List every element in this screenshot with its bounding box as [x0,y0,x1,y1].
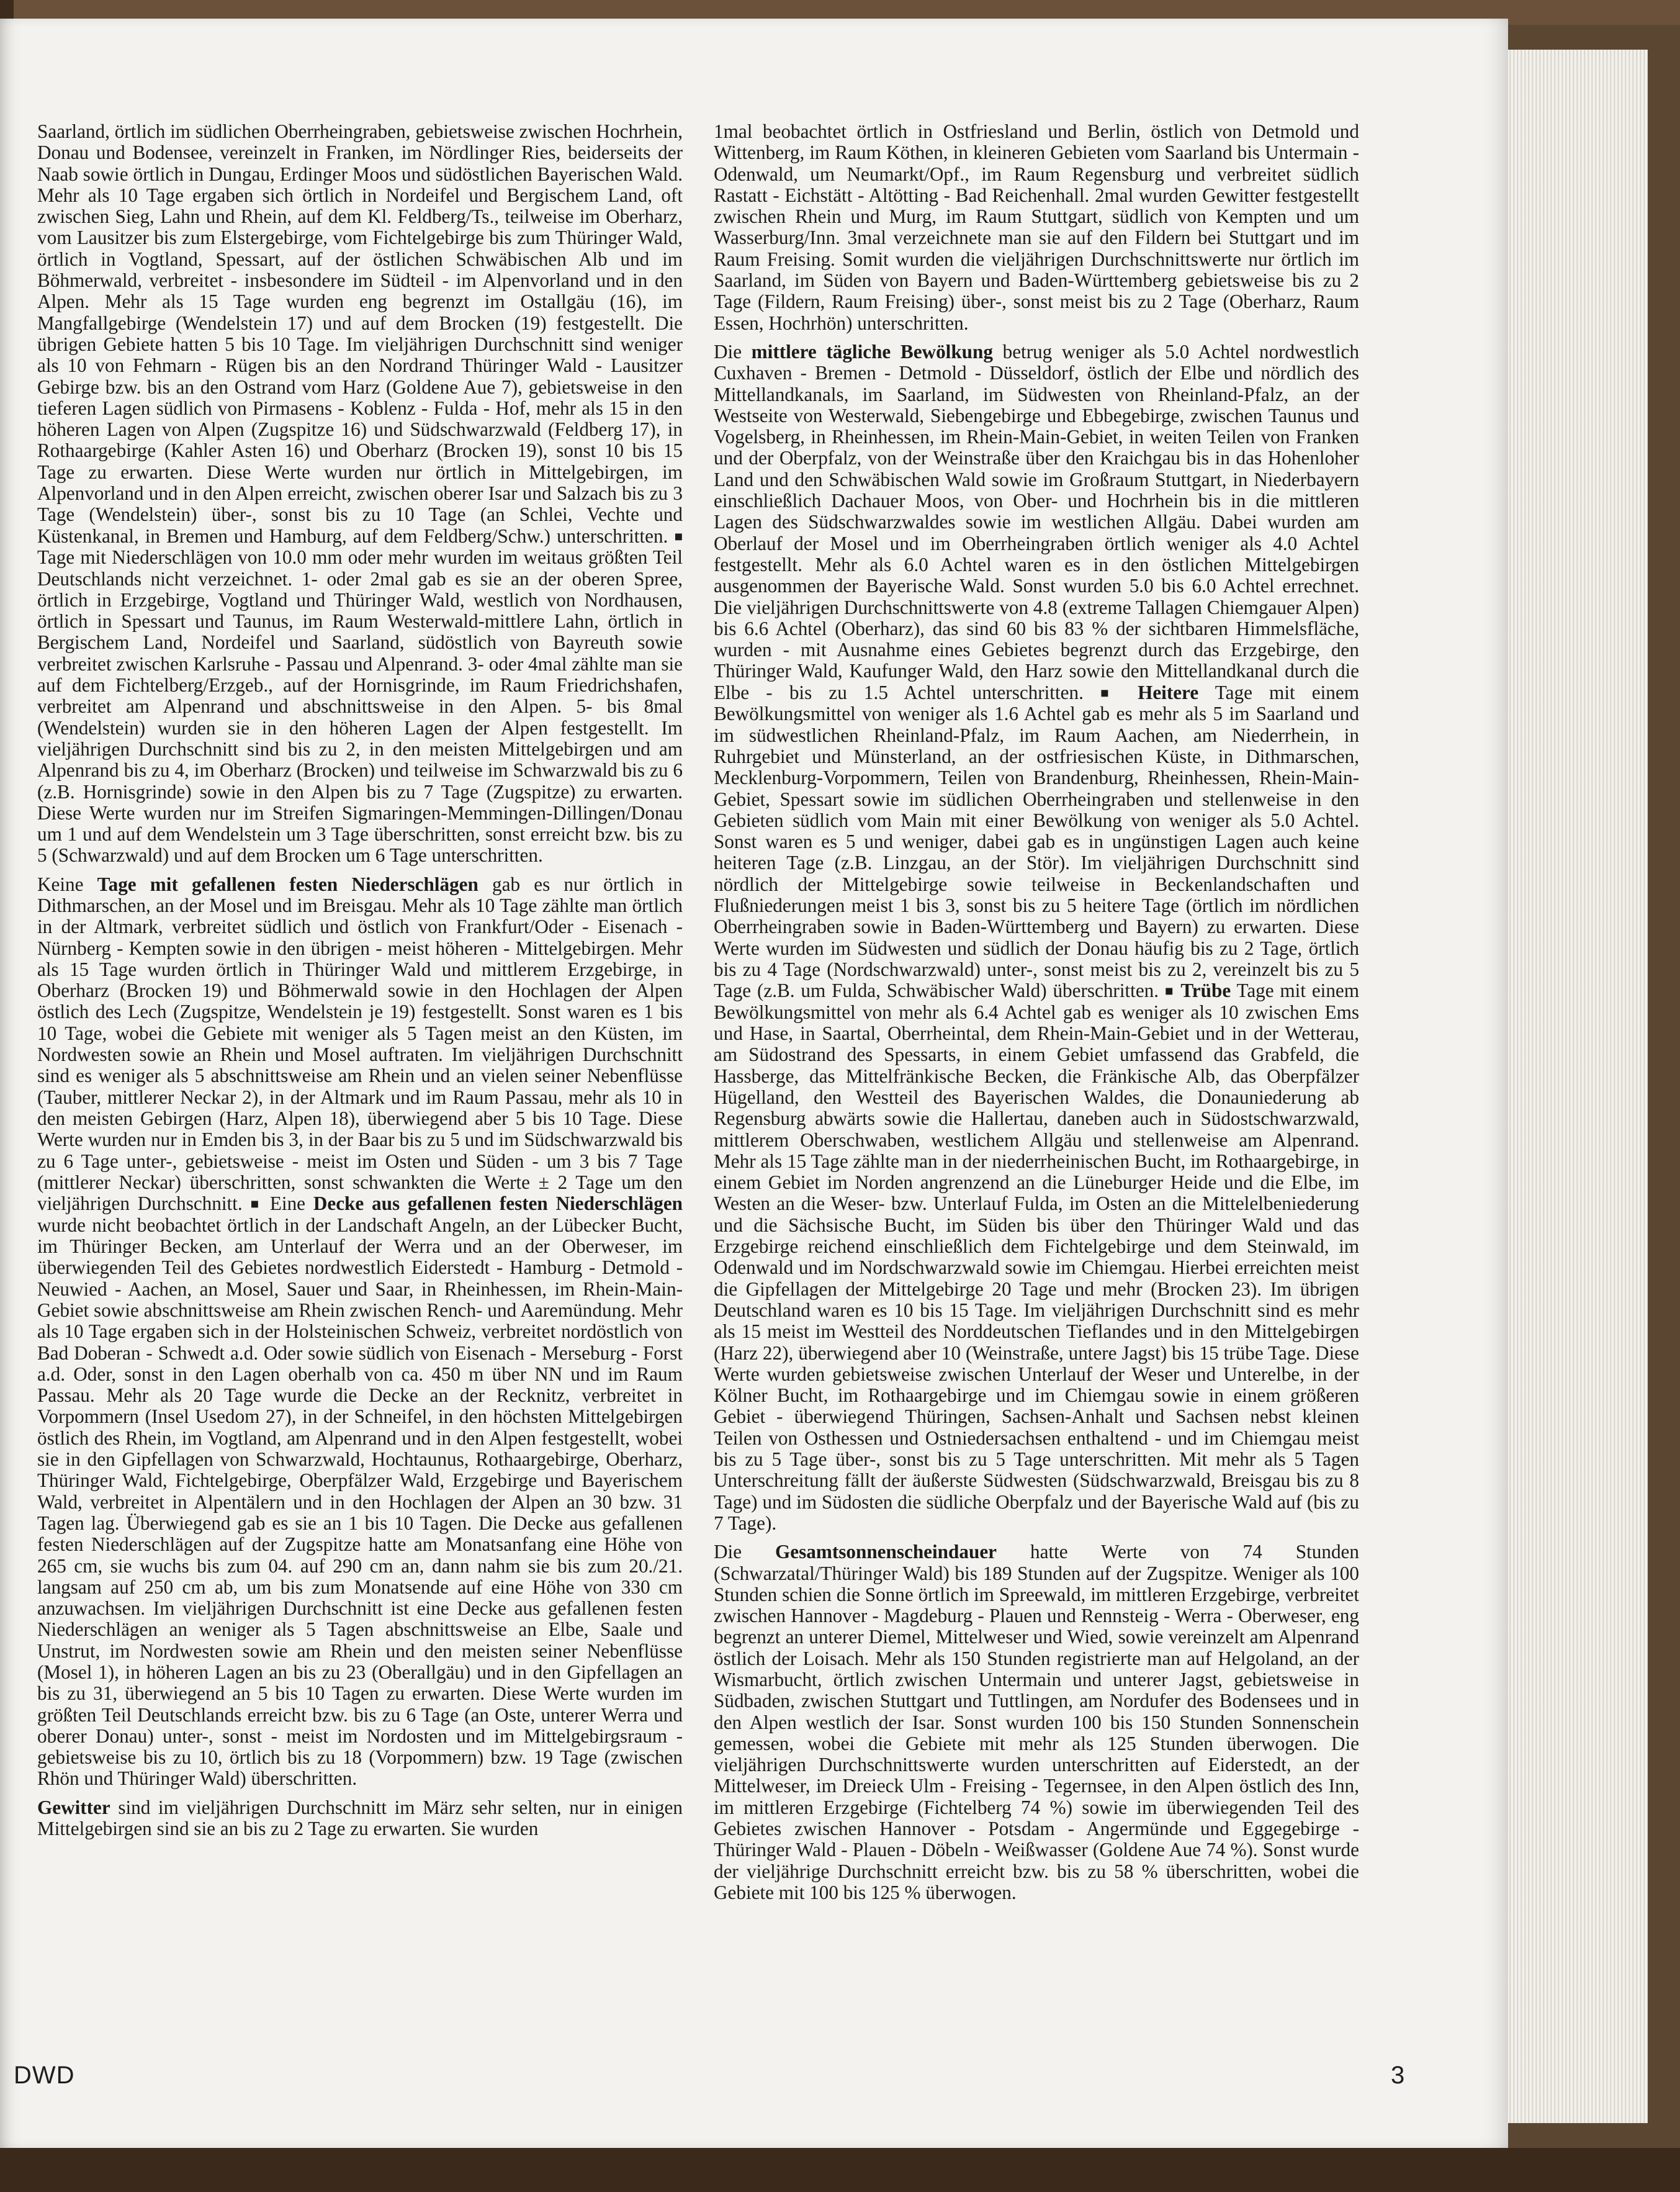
paragraph: Die Gesamtsonnenscheindauer hatte Werte von 74 Stunden (Schwarzatal/Thüringer Wald) bis 189 Stunden auf der Zugspitze. Weniger als 100 Stunden schien die Sonne örtlich im Spreewald, im mittleren Erzgebirge, verbreitet zwischen Hannover - Magdeburg - Plauen und Rennsteig - Werra - Oberweser, eng begrenzt an unterer Diemel, Mittelweser und Wied, sowie vereinzelt am Alpenrand östlich der Loisach. Mehr als 150 Stunden registrierte man auf Helgoland, an der Wismarbucht, örtlich zwischen Untermain und unterer Jagst, gebietsweise in Südbaden, zwischen Stuttgart und Tuttlingen, am Nordufer des Bodensees und in den Alpen westlich der Isar. Sonst wurden 100 bis 150 Stunden Sonnenschein gemessen, wobei die Gebiete mit mehr als 125 Stunden überwogen. Die vieljährigen Durchschnittswerte wurden unterschritten auf Eiderstedt, an der Mittelweser, im Dreieck Ulm - Freising - Tegernsee, in den Alpen östlich des Inn, im mittleren Erzgebirge (Fichtelberg 74 %) sowie im überwiegenden Teil des Gebietes zwischen Hannover - Potsdam - Angermünde und Eggegebirge - Thüringer Wald - Plauen - Döbeln - Weißwasser (Goldene Aue 74 %). Sonst wurde der vieljährige Durchschnitt erreicht bzw. bis zu 58 % überschritten, wobei die Gebiete mit 100 bis 125 % überwogen. [714,1541,1359,1903]
section-keyword: Gewitter [37,1796,110,1818]
section-keyword: Decke aus gefallenen festen Niederschlägen [313,1193,683,1215]
square-bullet-icon: ■ [250,1196,263,1212]
paragraph: Gewitter sind im vieljährigen Durchschnitt im März sehr selten, nur in einigen Mittelgebirgen sind sie an bis zu 2 Tage zu erwarten. Sie wurden [37,1796,683,1840]
paragraph: 1mal beobachtet örtlich in Ostfriesland und Berlin, östlich von Detmold und Wittenberg, im Raum Köthen, in kleineren Gebieten vom Saarland bis Untermain - Odenwald, um Neumarkt/Opf., im Raum Regensburg und verbreitet südlich Rastatt - Eichstätt - Altötting - Bad Reichenhall. 2mal wurden Gewitter festgestellt zwischen Rhein und Murg, im Raum Stuttgart, südlich von Kempten und um Wasserburg/Inn. 3mal verzeichnete man sie auf den Fildern bei Stuttgart und im Raum Freising. Somit wurden die vieljährigen Durchschnittswerte nur örtlich im Saarland, im Süden von Bayern und Baden-Württemberg gebietsweise bis zu 2 Tage (Fildern, Raum Freising) über-, sonst meist bis zu 2 Tage (Oberharz, Raum Essen, Hochrhön) unterschritten. [714,120,1359,334]
section-keyword: Tage mit gefallenen festen Niederschlägen [97,873,478,895]
page-number: 3 [1391,2062,1405,2089]
document-page [0,19,1508,2148]
section-keyword: Trübe [1180,980,1231,1002]
publisher-label: DWD [14,2062,75,2089]
square-bullet-icon: ■ [1164,983,1175,999]
page-edges [1493,50,1648,2123]
section-keyword: Gesamtsonnenscheindauer [775,1541,997,1563]
paragraph: Die mittlere tägliche Bewölkung betrug weniger als 5.0 Achtel nordwestlich Cuxhaven - Bremen - Detmold - Düsseldorf, östlich der Elbe und nördlich des Mittellandkanals, im Saarland, im Südwesten von Rheinland-Pfalz, an der Westseite von Westerwald, Siebengebirge und Ebbegebirge, zwischen Taunus und Vogelsberg, in Rheinhessen, im Rhein-Main-Gebiet, in weiten Teilen von Franken und der Oberpfalz, von der Weinstraße über den Kraichgau bis in das Hohenloher Land und den Schwäbischen Wald sowie im Großraum Stuttgart, in Niederbayern einschließlich Dachauer Moos, von Ober- und Hochrhein bis in die mittleren Lagen des Südschwarzwaldes sowie im westlichen Allgäu. Dabei wurden am Oberlauf der Mosel und im Oberrheingraben örtlich weniger als 4.0 Achtel festgestellt. Mehr als 6.0 Achtel waren es in den östlichen Mittelgebirgen ausgenommen der Bayerische Wald. Sonst wurden 5.0 bis 6.0 Achtel errechnet. Die vieljährigen Durchschnittswerte von 4.8 (extreme Tallagen Chiemgauer Alpen) bis 6.6 Achtel (Oberharz), das sind 60 bis 83 % der sichtbaren Himmelsfläche, wurden - mit Ausnahme eines Gebietes begrenzt durch das Erzgebirge, den Thüringer Wald, Kaufunger Wald, den Harz sowie den Mittellandkanal durch die Elbe - bis zu 1.5 Achtel unterschritten. ■ Heitere Tage mit einem Bewölkungsmittel von weniger als 1.6 Achtel gab es mehr als 5 im Saarland und im südwestlichen Rheinland-Pfalz, im Raum Aachen, am Niederrhein, in Ruhrgebiet und Münsterland, an der ostfriesischen Küste, in Dithmarschen, Mecklenburg-Vorpommern, Teilen von Brandenburg, Rheinhessen, Rhein-Main-Gebiet, Spessart sowie im südlichen Oberrheingraben und stellenweise in den Gebieten südlich vom Main mit einer Bewölkung von weniger als 5.0 Achtel. Sonst waren es 5 und weniger, dabei gab es in ungünstigen Lagen auch keine heiteren Tage (z.B. Linzgau, an der Stör). Im vieljährigen Durchschnitt sind nördlich der Mittelgebirge sowie teilweise in Beckenlandschaften und Flußniederungen meist 1 bis 3, sonst bis zu 5 heitere Tage (örtlich im nördlichen Oberrheingraben sowie in Baden-Württemberg und Bayern) zu erwarten. Diese Werte wurden im Südwesten und südlich der Donau häufig bis zu 2 Tage, örtlich bis zu 4 Tage (Nordschwarzwald) unter-, sonst meist bis zu 2, vereinzelt bis zu 5 Tage (z.B. um Fulda, Schwäbischer Wald) überschritten. ■ Trübe Tage mit einem Bewölkungsmittel von mehr als 6.4 Achtel gab es weniger als 10 zwischen Ems und Hase, in Saartal, Oberrheintal, dem Rhein-Main-Gebiet und in der Wetterau, am Südostrand des Spessarts, in einem Gebiet umfassend das Grabfeld, die Hassberge, das Mittelfränkische Becken, die Fränkische Alb, das Oberpfälzer Hügelland, den Westteil des Bayerischen Waldes, die Donauniederung ab Regensburg abwärts sowie die Hallertau, daneben auch in Südostschwarzwald, mittlerem Oberschwaben, westlichem Allgäu und stellenweise am Alpenrand. Mehr als 15 Tage zählte man in der niederrheinischen Bucht, im Rothaargebirge, in einem Gebiet im Norden angrenzend an die Lüneburger Heide und die Elbe, im Westen an die Weser- bzw. Unterlauf Fulda, im Osten an die Mittelelbeniederung und die Sächsische Bucht, im Süden bis über den Thüringer Wald und das Erzgebirge reichend einschließlich dem Fichtelgebirge und dem Steinwald, im Odenwald und im Nordschwarzwald sowie im Chiemgau. Hierbei erreichten meist die Gipfellagen der Mittelgebirge 20 Tage und mehr (Brocken 23). Im übrigen Deutschland waren es 10 bis 15 Tage. Im vieljährigen Durchschnitt sind es mehr als 15 meist im Westteil des Norddeutschen Tieflandes und in den Mittelgebirgen (Harz 22), überwiegend aber 10 (Weinstraße, untere Jagst) bis 15 trübe Tage. Diese Werte wurden gebietsweise zwischen Unterlauf der Weser und Unterelbe, in der Kölner Bucht, im Rothaargebirge und im Chiemgau sowie in einem größeren Gebiet - überwiegend Thüringen, Sachsen-Anhalt und Sachsen nebst kleinen Teilen von Osthessen und Ostniedersachsen enthaltend - und im Chiemgau meist bis zu 5 Tage über-, sonst bis zu 5 Tage unterschritten. Mit mehr als 5 Tagen Unterschreitung fällt der äußerste Südwesten (Südschwarzwald, Breisgau bis zu 8 Tage) und im Südosten die südliche Oberpfalz und der Bayerische Wald auf (bis zu 7 Tage). [714,340,1360,1534]
square-bullet-icon: ■ [674,528,683,544]
left-text-column [37,121,683,1839]
book-cover-bottom [0,2148,1680,2192]
paragraph: Keine Tage mit gefallenen festen Niederschlägen gab es nur örtlich in Dithmarschen, an der Mosel und im Breisgau. Mehr als 10 Tage zählte man örtlich in der Altmark, verbreitet südlich und östlich von Frankfurt/Oder - Eisenach - Nürnberg - Kempten sowie in den übrigen - meist höheren - Mittelgebirgen. Mehr als 15 Tage wurden örtlich in Thüringer Wald und mittlerem Erzgebirge, in Oberharz (Brocken 19) und Böhmerwald sowie in den Hochlagen der Alpen östlich des Lech (Zugspitze, Wendelstein je 19) festgestellt. Sonst waren es 1 bis 10 Tage, wobei die Gebiete mit weniger als 5 Tagen meist an den Küsten, im Nordwesten sowie an Rhein und Mosel auftraten. Im vieljährigen Durchschnitt sind es weniger als 5 abschnittsweise am Rhein und an vielen seiner Nebenflüsse (Tauber, mittlerer Neckar 2), in der Altmark und im Raum Passau, mehr als 10 in den meisten Gebirgen (Harz, Alpen 18), überwiegend aber 5 bis 10 Tage. Diese Werte wurden nur in Emden bis 3, in der Baar bis zu 5 und im Südschwarzwald bis zu 6 Tage unter-, gebietsweise - meist im Osten und Süden - um 3 bis 7 Tage (mittlerer Neckar) überschritten, sonst schwankten die Werte ± 2 Tage um den vieljährigen Durchschnitt. ■ Eine Decke aus gefallenen festen Niederschlägen wurde nicht beobachtet örtlich in der Landschaft Angeln, an der Lübecker Bucht, im Thüringer Becken, am Unterlauf der Werra und an der Oberweser, im überwiegenden Teil des Gebietes nordwestlich Eiderstedt - Hamburg - Detmold - Neuwied - Aachen, an Mosel, Sauer und Saar, in Rheinhessen, im Rhein-Main-Gebiet sowie abschnittsweise am Rhein zwischen Rench- und Aaremündung. Mehr als 10 Tage ergaben sich in der Holsteinischen Schweiz, verbreitet nordöstlich von Bad Doberan - Schwedt a.d. Oder sowie südlich von Eisenach - Merseburg - Forst a.d. Oder, sonst in den Lagen oberhalb von ca. 450 m über NN und im Raum Passau. Mehr als 20 Tage wurde die Decke an der Recknitz, verbreitet in Vorpommern (Insel Usedom 27), in der Schneifel, in den höchsten Mittelgebirgen östlich des Rhein, im Vogtland, am Alpenrand und in den Alpen festgestellt, wobei sie in den Gipfellagen von Schwarzwald, Hochtaunus, Rothaargebirge, Oberharz, Thüringer Wald, Fichtelgebirge, Oberpfälzer Wald, Erzgebirge und Bayerischem Wald, verbreitet in Alpentälern und in den Hochlagen der Alpen an 30 bzw. 31 Tagen lag. Überwiegend gab es sie an 1 bis 10 Tagen. Die Decke aus gefallenen festen Niederschlägen auf der Zugspitze hatte am Monatsanfang eine Höhe von 265 cm, sie wuchs bis zum 04. auf 290 cm an, dann nahm sie bis zum 20./21. langsam auf 250 cm ab, um bis zum Monatsende auf eine Höhe von 330 cm anzuwachsen. Im vieljährigen Durchschnitt ist eine Decke aus gefallenen festen Niederschlägen an weniger als 5 Tagen abschnittsweise an Elbe, Saale und Unstrut, im Nordwesten sowie am Rhein und den meisten seiner Nebenflüsse (Mosel 1), in höheren Lagen an bis zu 23 (Oberallgäu) und in den Gipfellagen an bis zu 31, überwiegend an 5 bis 10 Tagen zu erwarten. Diese Werte wurden im größten Teil Deutschlands erreicht bzw. bis zu 6 Tage (an Oste, unterer Werra und oberer Donau) unter-, sonst - meist im Nordosten und im Mittelgebirgsraum - gebietsweise bis zu 10, örtlich bis zu 18 (Vorpommern) bzw. 19 Tage (zwischen Rhön und Thüringer Wald) überschritten. [37,873,683,1790]
section-keyword: mittlere tägliche Bewölkung [751,340,993,363]
square-bullet-icon: ■ [1100,685,1121,701]
right-text-column [714,121,1359,1903]
paragraph: Saarland, örtlich im südlichen Oberrheingraben, gebietsweise zwischen Hochrhein, Donau und Bodensee, vereinzelt in Franken, im Nördlinger Ries, beiderseits der Naab sowie örtlich in Dungau, Erdinger Moos und südöstlichen Bayerischen Wald. Mehr als 10 Tage ergaben sich örtlich in Nordeifel und Bergischem Land, oft zwischen Sieg, Lahn und Rhein, auf dem Kl. Feldberg/Ts., teilweise im Oberharz, vom Lausitzer bis zum Elstergebirge, vom Fichtelgebirge bis zum Thüringer Wald, örtlich in Vogtland, Spessart, auf der östlichen Schwäbischen Alb und im Böhmerwald, verbreitet - insbesondere im Südteil - im Alpenvorland und in den Alpen. Mehr als 15 Tage wurden eng begrenzt im Ostallgäu (16), im Mangfallgebirge (Wendelstein 17) und auf dem Brocken (19) festgestellt. Die übrigen Gebiete hatten 5 bis 10 Tage. Im vieljährigen Durchschnitt sind weniger als 10 von Fehmarn - Rügen bis an den Nordrand Thüringer Wald - Lausitzer Gebirge bzw. bis an den Ostrand vom Harz (Goldene Aue 7), gebietsweise in den tieferen Lagen südlich von Pirmasens - Koblenz - Fulda - Hof, mehr als 15 in den höheren Lagen von Alpen (Zugspitze 16) und Südschwarzwald (Feldberg 17), in Rothaargebirge (Kahler Asten 16) und Oberharz (Brocken 19), sonst 10 bis 15 Tage zu erwarten. Diese Werte wurden nur örtlich in Mittelgebirgen, im Alpenvorland und in den Alpen erreicht, zwischen oberer Isar und Salzach bis zu 3 Tage (Wendelstein) über-, sonst bis zu 10 Tage (an Schlei, Vechte und Küstenkanal, in Bremen und Hamburg, auf dem Feldberg/Schw.) unterschritten. ■ Tage mit Niederschlägen von 10.0 mm oder mehr wurden im weitaus größten Teil Deutschlands nicht verzeichnet. 1- oder 2mal gab es sie an der oberen Spree, örtlich in Erzgebirge, Vogtland und Thüringer Wald, westlich von Nordhausen, örtlich in Spessart und Taunus, im Raum Westerwald-mittlere Lahn, örtlich in Bergischem Land, Nordeifel und Saarland, südöstlich von Bayreuth sowie verbreitet zwischen Karlsruhe - Passau und Alpenrand. 3- oder 4mal zählte man sie auf dem Fichtelberg/Erzgeb., auf der Hornisgrinde, im Raum Friedrichshafen, verbreitet am Alpenrand und abschnittsweise in den Alpen. 5- bis 8mal (Wendelstein) wurden sie in den höheren Lagen der Alpen festgestellt. Im vieljährigen Durchschnitt sind bis zu 2, in den meisten Mittelgebirgen und am Alpenrand bis zu 4, im Oberharz (Brocken) und teilweise im Schwarzwald bis zu 6 (z.B. Hornisgrinde) sowie in den Alpen bis zu 7 Tage (Zugspitze) zu erwarten. Diese Werte wurden nur im Streifen Sigmaringen-Memmingen-Dillingen/Donau um 1 und auf dem Wendelstein um 3 Tage überschritten, sonst erreicht bzw. bis zu 5 (Schwarzwald) und auf dem Brocken um 6 Tage unterschritten. [37,120,683,867]
section-keyword: Heitere [1138,681,1199,703]
